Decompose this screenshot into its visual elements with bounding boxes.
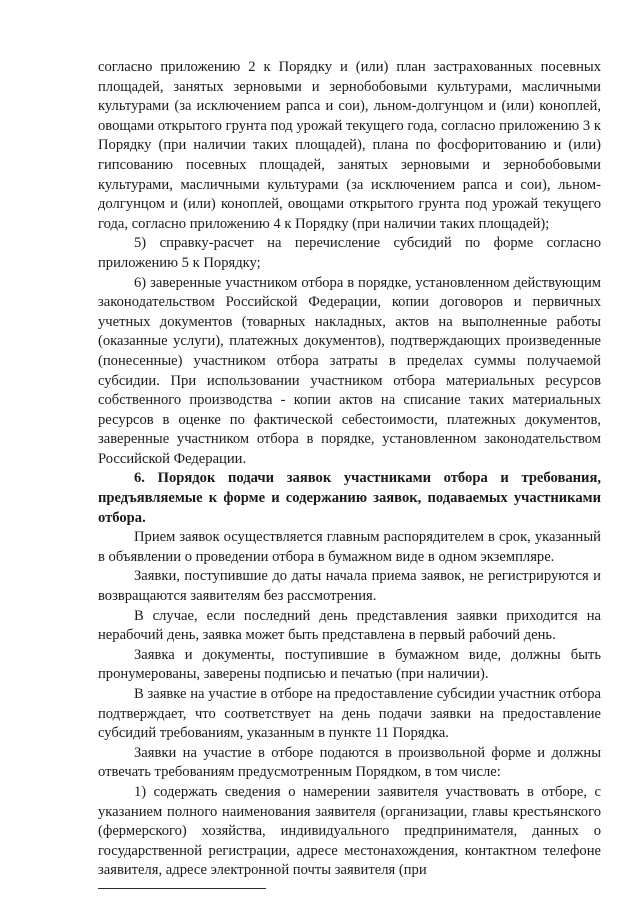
paragraph-paper-documents: Заявка и документы, поступившие в бумажном виде, должны быть пронумерованы, заверены подписью и печатью (при наличии). xyxy=(98,646,601,683)
paragraph-attachments-continued: согласно приложению 2 к Порядку и (или) план застрахованных посевных площадей, занятых зерновыми и зернобобовыми культурами, масличными культурами (за исключением рапса и сои), льном-долгунцом и (или) коноплей, овощами открытого грунта под урожай текущего года, согласно приложению 3 к Порядку (при наличии таких площадей), плана по фосфоритованию и (или) гипсованию посевных площадей, занятых зерновыми и зернобобовыми культурами, масличными культурами (за исключением рапса и сои), льном-долгунцом и (или) коноплей, овощами открытого грунта под урожай текущего года, согласно приложению 4 к Порядку (при наличии таких площадей); xyxy=(98,59,601,232)
section-heading: 6. Порядок подачи заявок участниками отбора и требования, предъявляемые к форме и содержанию заявок, подаваемых участниками отбора. xyxy=(98,470,601,526)
paragraph-list-item-1: 1) содержать сведения о намерении заявителя участвовать в отборе, с указанием полного наименования заявителя (организации, главы крестьянского (фермерского) хозяйства, индивидуального предпринимателя, данных о государственной регистрации, адресе местонахождения, контактном телефоне заявителя, адресе электронной почты заявителя (при xyxy=(98,783,601,879)
paragraph-non-working-day: В случае, если последний день представления заявки приходится на нерабочий день, заявка может быть представлена в первый рабочий день. xyxy=(98,607,601,644)
paragraph-compliance: В заявке на участие в отборе на предоставление субсидии участник отбора подтверждает, что соответствует на день подачи заявки на предоставление субсидий требованиям, указанным в пункте 11 Порядка. xyxy=(98,686,601,742)
paragraph-free-form: Заявки на участие в отборе подаются в произвольной форме и должны отвечать требованиям предусмотренным Порядком, в том числе: xyxy=(98,744,601,781)
paragraph-item-6: 6) заверенные участником отбора в порядке, установленном действующим законодательством Российской Федерации, копии договоров и первичных учетных документов (товарных накладных, актов на выполненные работы (оказанные услуги), платежных документов), подтверждающих произведенные (понесенные) участником отбора затраты в пределах суммы получаемой субсидии. При использовании участником отбора материальных ресурсов собственного производства - копии актов на списание таких материальных ресурсов в оценке по фактической себестоимости, платежных документов, заверенные участником отбора в порядке, установленном законодательством Российской Федерации. xyxy=(98,274,601,467)
paragraph-submission-terms: Прием заявок осуществляется главным распорядителем в срок, указанный в объявлении о проведении отбора в бумажном виде в одном экземпляре. xyxy=(98,529,601,565)
paragraph-early-submissions: Заявки, поступившие до даты начала приема заявок, не регистрируются и возвращаются заявителям без рассмотрения. xyxy=(98,568,601,605)
document-body xyxy=(98,58,601,881)
footnote-divider xyxy=(98,888,266,889)
paragraph-item-5: 5) справку-расчет на перечисление субсидий по форме согласно приложению 5 к Порядку; xyxy=(98,235,601,271)
